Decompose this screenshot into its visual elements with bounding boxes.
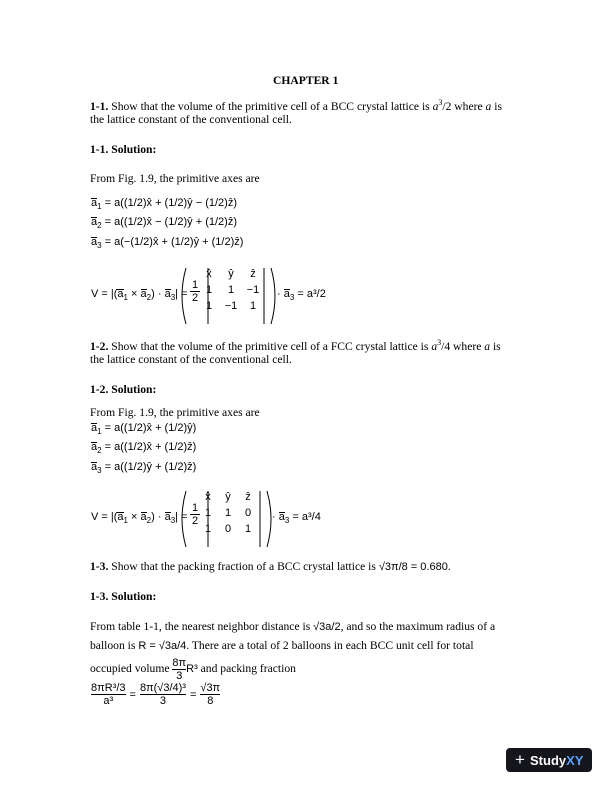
matrix-cell: 0 (244, 507, 252, 519)
volume-result: = a³/4 (292, 511, 321, 523)
packing-fraction-value: √3π/8 = 0.680 (378, 561, 448, 573)
problem-number: 1-3. (90, 560, 109, 573)
fraction-2 (140, 682, 186, 707)
var-a: a (432, 99, 439, 113)
solution-1-3-heading: 1-3. Solution: (90, 590, 157, 603)
axis-a2-eq: $a_2$ = a((1/2)x̂ + (1/2)ẑ) (91, 441, 197, 456)
exp: 3 (437, 338, 442, 347)
volume-rhs-1: · $a_3 = a^3/2$ (277, 288, 326, 303)
volume-lhs-2: $V = |(a_1 \times a_2) \cdot a_3|$ = (91, 511, 188, 526)
axis-a2-eq: $a_2$ = a((1/2)x̂ − (1/2)ŷ + (1/2)ẑ) (91, 216, 237, 231)
fraction-num: 8π(√3/4)³ (139, 682, 186, 694)
volume-lhs-1: $V = |(a_1 \times a_2) \cdot a_3|$ = (91, 288, 188, 303)
matrix-cell: x̂ (205, 491, 211, 503)
body-text: occupied volume (90, 662, 173, 676)
fraction-num: 1 (191, 279, 199, 291)
eq-text: = a((1/2)x̂ − (1/2)ŷ + (1/2)ẑ) (104, 216, 237, 228)
problem-number: 1-1. (90, 99, 109, 113)
eq-text: = a((1/2)x̂ + (1/2)ŷ − (1/2)ẑ) (104, 197, 237, 209)
exp: 3 (438, 98, 443, 107)
var-a: a (484, 339, 491, 353)
matrix-cell: ẑ (245, 491, 251, 503)
brand-xy: XY (566, 752, 584, 768)
solution-1-3-line2 (90, 639, 474, 652)
matrix-cell: 1 (249, 300, 257, 312)
matrix-cell: 1 (204, 523, 212, 535)
v-label: V (91, 288, 99, 300)
eq-text: = a((1/2)x̂ + (1/2)ẑ) (104, 441, 197, 453)
matrix-cell: 1 (224, 507, 232, 519)
studyxy-logo-badge[interactable] (506, 748, 592, 772)
problem-1-2-statement (90, 338, 501, 353)
matrix-cell: 1 (205, 300, 213, 312)
axis-a3-eq: $a_3$ = a(−(1/2)x̂ + (1/2)ŷ + (1/2)ẑ) (91, 236, 244, 251)
statement-text: is (490, 339, 501, 353)
body-text: balloon is (90, 639, 139, 652)
problem-number: 1-2. (90, 339, 109, 353)
volume-r: R³ (186, 663, 198, 676)
statement-text: Show that the packing fraction of a BCC crystal lattice is (108, 560, 379, 573)
statement-text: Show that the volume of the primitive cell of a BCC crystal lattice is (108, 99, 433, 113)
statement-text: Show that the volume of the primitive cell of a FCC crystal lattice is (108, 339, 432, 353)
matrix-cell: 1 (244, 523, 252, 535)
volume-result: = a³/2 (297, 288, 326, 300)
vector-a: a (91, 236, 98, 248)
eq-text: = a((1/2)x̂ + (1/2)ŷ) (104, 422, 197, 434)
vector-a: a (91, 216, 98, 228)
body-text: . There are a total of 2 balloons in each BCC unit cell for total (186, 639, 474, 652)
matrix-cell: x̂ (206, 268, 212, 280)
body-text: From table 1-1, the nearest neighbor distance is (90, 620, 314, 633)
fraction-num: 8πR³/3 (91, 682, 126, 694)
problem-1-2-statement-line2: the lattice constant of the conventional cell. (90, 353, 292, 366)
matrix-cell: ŷ (225, 491, 231, 503)
fraction-den: 2 (191, 292, 199, 304)
fraction-num: √3π (200, 682, 221, 694)
matrix-cell: 1 (205, 284, 213, 296)
problem-1-1-statement (90, 98, 502, 113)
matrix-cell: 0 (224, 523, 232, 535)
problem-1-3-statement: 1-3. Show that the packing fraction of a BCC crystal lattice is √3π/8 = 0.680. (90, 560, 451, 573)
matrix-1 (198, 268, 264, 312)
fraction-num: 1 (191, 502, 199, 514)
eq-text: = a(−(1/2)x̂ + (1/2)ŷ + (1/2)ẑ) (104, 236, 244, 248)
solution-1-1-intro: From Fig. 1.9, the primitive axes are (90, 172, 260, 185)
matrix-2 (198, 491, 258, 535)
chapter-title: CHAPTER 1 (273, 74, 339, 87)
eq-text: = a((1/2)ŷ + (1/2)ẑ) (104, 461, 197, 473)
matrix-cell: −1 (224, 300, 238, 312)
statement-text: /2 where (442, 99, 486, 113)
body-text: , and so the maximum radius of a (340, 620, 496, 633)
axis-a3-eq: $a_3$ = a((1/2)ŷ + (1/2)ẑ) (91, 461, 197, 476)
fraction-den: 3 (172, 669, 186, 682)
var-a: a (431, 339, 438, 353)
fraction-den: 2 (191, 515, 199, 527)
volume-rhs-2: · $a_3 = a^3/4$ (272, 511, 321, 526)
fraction-den: 3 (140, 694, 186, 707)
matrix-cell: −1 (246, 284, 260, 296)
statement-text: is (491, 99, 502, 113)
fraction-den: a³ (91, 694, 126, 707)
problem-1-1-statement-line2: the lattice constant of the conventional cell. (90, 113, 292, 126)
fraction-3 (200, 682, 220, 707)
plus-icon: + (515, 750, 525, 769)
fraction-1 (91, 682, 126, 707)
radius-expr: R = √3a/4 (138, 640, 187, 652)
body-text: and packing fraction (197, 662, 296, 676)
brand-study: Study (530, 752, 567, 768)
axis-a1-eq: $a_1$ = a((1/2)x̂ + (1/2)ŷ − (1/2)ẑ) (91, 197, 237, 212)
nn-distance: √3a/2 (313, 621, 341, 633)
matrix-cell: ẑ (250, 268, 256, 280)
statement-text: /4 where (441, 339, 485, 353)
v-label: V (91, 511, 99, 523)
solution-1-2-intro: From Fig. 1.9, the primitive axes are (90, 406, 260, 419)
matrix-cell: 1 (204, 507, 212, 519)
vector-a: a (91, 197, 98, 209)
var-a: a (485, 99, 492, 113)
solution-1-1-heading: 1-1. Solution: (90, 143, 157, 156)
fraction-num: 8π (172, 657, 187, 669)
packing-fraction-equation: $\frac{\text{8πR³/3}}{\text{a³}}$ = $\frac{\text{8π(√3/4)³}}{3}$ = $\frac{√3\pi}{8}$ (91, 682, 221, 707)
matrix-cell: 1 (227, 284, 235, 296)
axis-a1-eq: $a_1$ = a((1/2)x̂ + (1/2)ŷ) (91, 422, 197, 437)
solution-1-2-heading: 1-2. Solution: (90, 383, 157, 396)
solution-1-3-line1 (90, 620, 495, 633)
matrix-cell: ŷ (228, 268, 234, 280)
fraction-den: 8 (200, 694, 220, 707)
solution-1-3-line3 (90, 657, 296, 682)
